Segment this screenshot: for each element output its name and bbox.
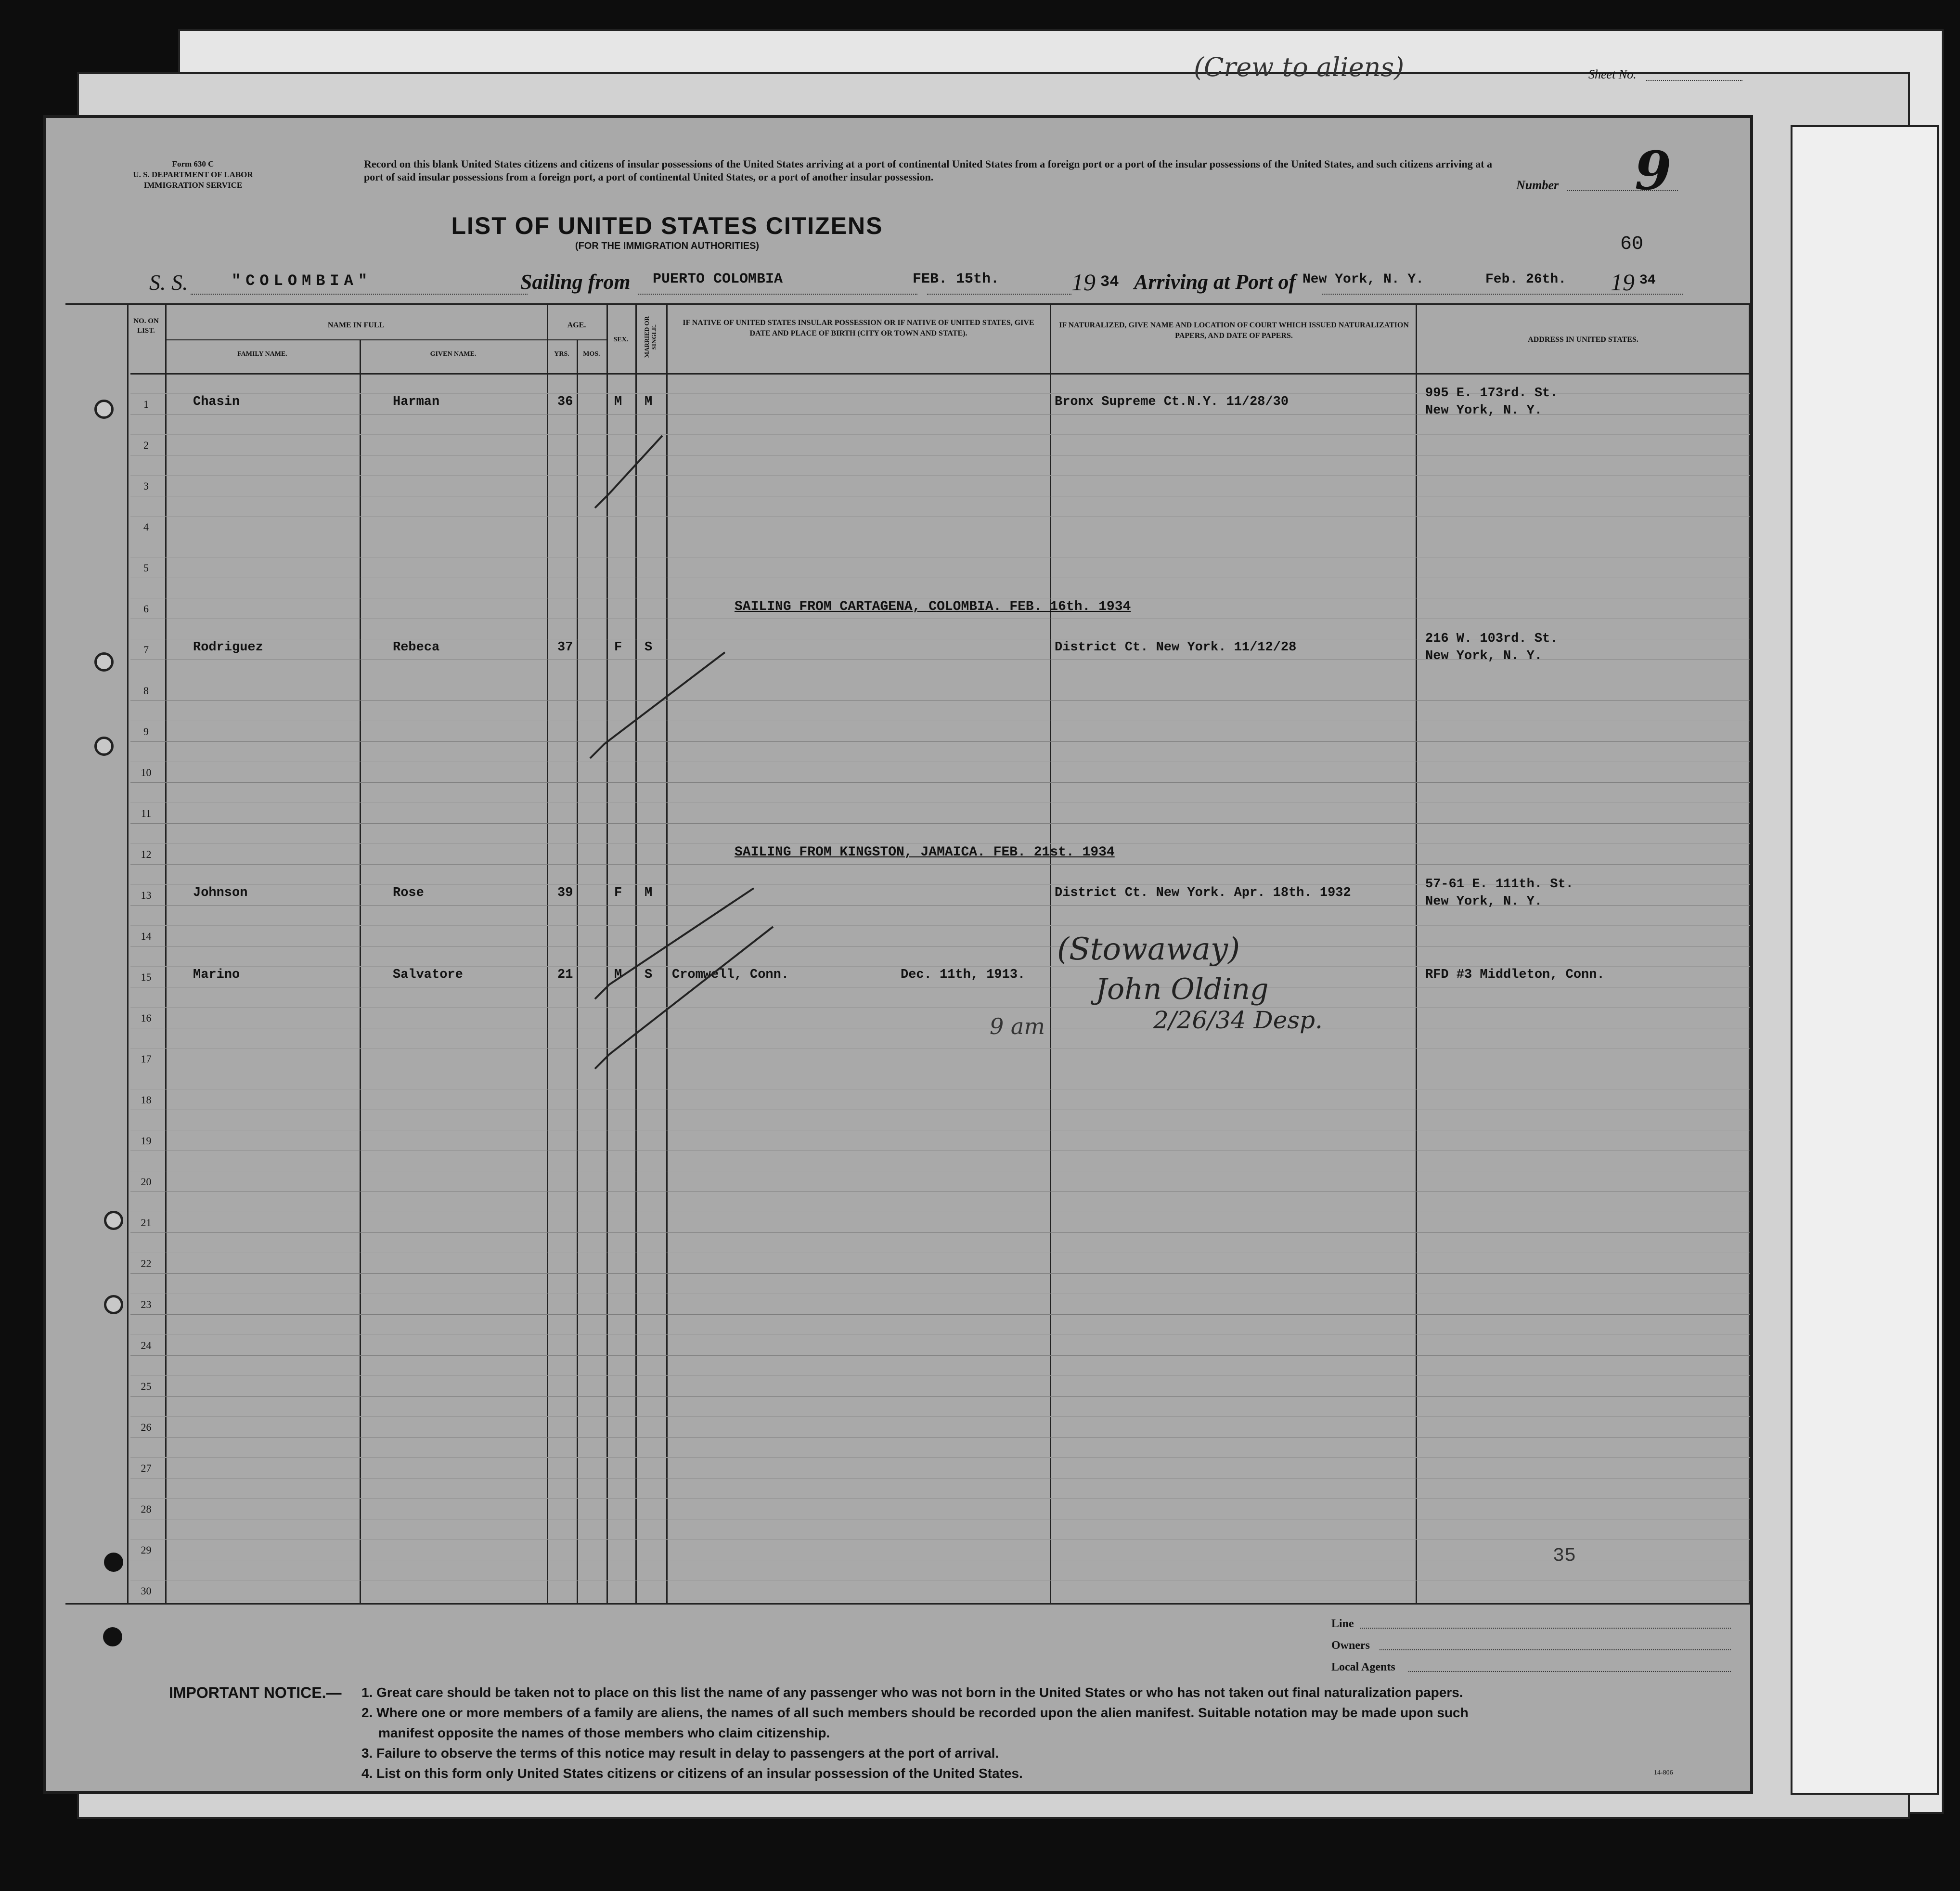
given-name: Rose [393,886,424,900]
naturalization: Bronx Supreme Ct.N.Y. 11/28/30 [1055,395,1289,409]
row-number: 10 [141,766,152,778]
agents-label: Local Agents [1331,1661,1395,1673]
department: U. S. DEPARTMENT OF LABOR [133,170,253,179]
notice-item-2b: manifest opposite the names of those members who claim citizenship. [378,1725,830,1740]
sex: F [614,640,622,655]
page-number: 60 [1620,233,1644,255]
row-number: 9 [143,725,149,738]
notice-item-2a: 2. Where one or more members of a family are aliens, the names of all such members should be recorded upon the alien manifest. Suitable notation may be made upon such [361,1705,1469,1720]
header-no: NO. ON LIST. [133,317,159,335]
address-line-2: New York, N. Y. [1425,894,1543,909]
row-line [130,1396,1750,1397]
row-line [130,700,1750,701]
binder-hole-icon [104,1211,123,1230]
header-family-name: FAMILY NAME. [237,350,287,358]
family-name: Marino [193,968,240,982]
row-number: 25 [141,1380,152,1392]
binder-hole-icon [94,652,114,672]
row-number: 23 [141,1298,152,1310]
age-years: 36 [557,395,573,409]
sailing-label: Sailing from [520,270,631,294]
birth-date: Dec. 11th, 1913. [901,968,1026,982]
given-name: Rebeca [393,640,440,655]
arriving-label: Arriving at Port of [1134,270,1296,294]
ss-label: S. S. [149,270,188,295]
row-number: 8 [143,685,149,697]
header-mos: MOS. [583,350,600,358]
row-number: 4 [143,521,149,533]
row-number: 17 [141,1053,152,1065]
page-subtitle: (FOR THE IMMIGRATION AUTHORITIES) [575,241,760,251]
header-naturalized: IF NATURALIZED, GIVE NAME AND LOCATION OF COURT WHICH ISSUED NATURALIZATION PAPERS, AND DATE OF PAPERS. [1059,321,1409,340]
family-name: Rodriguez [193,640,263,655]
binder-hole-icon [103,1627,122,1646]
sheet-no-label: Sheet No. [1588,67,1637,81]
number-label: Number [1516,178,1559,192]
row-line [130,864,1750,865]
address-line-2: New York, N. Y. [1425,649,1543,663]
row-number: 22 [141,1257,152,1269]
name-group-rule [165,339,606,340]
arrive-year: 34 [1639,273,1656,288]
row-line [130,782,1750,783]
port-from: PUERTO COLOMBIA [653,271,783,287]
check-mark-icon [595,436,662,508]
row-number: 5 [143,562,149,574]
col-rule-address [1749,303,1750,1603]
row-number: 21 [141,1217,152,1229]
given-name: Harman [393,395,440,409]
row-number: 30 [141,1585,152,1597]
family-name: Johnson [193,886,248,900]
row-line [130,1232,1750,1233]
sheet-no-line [1646,80,1742,81]
depart-date-line [927,294,1071,295]
table-top-rule [65,303,1750,305]
row-guide-line [130,1539,1750,1540]
row-number: 2 [143,439,149,451]
row-guide-line [130,843,1750,844]
row-guide-line [130,1048,1750,1049]
col-rule-family [360,339,361,1603]
row-guide-line [130,1375,1750,1376]
row-number: 19 [141,1135,152,1147]
stowaway-note: (Stowaway) [1057,932,1240,967]
row-number: 16 [141,1012,152,1024]
row-line [130,741,1750,742]
row-number: 24 [141,1339,152,1351]
date-note: 2/26/34 Desp. [1153,1006,1323,1034]
line-field [1360,1628,1731,1629]
check-marks [566,359,855,1321]
address-line-1: 57-61 E. 111th. St. [1425,877,1573,892]
row-number: 6 [143,603,149,615]
inspector-signature: John Olding [1096,972,1269,1006]
manifest-form [46,118,1750,1791]
sex: M [614,968,622,982]
row-number: 1 [143,398,149,410]
binder-hole-icon [94,400,114,419]
row-guide-line [130,434,1750,435]
header-native: IF NATIVE OF UNITED STATES INSULAR POSSESSION OR IF NATIVE OF UNITED STATES, GIVE DATE AND PLACE OF BIRTH (CITY OR TOWN AND STATE). [683,319,1034,337]
row-number: 26 [141,1421,152,1433]
arrive-year-prefix: 19 [1611,269,1635,296]
row-guide-line [130,1457,1750,1458]
header-married: MARRIED OR SINGLE. [643,316,658,358]
given-name: Salvatore [393,968,463,982]
row-number: 27 [141,1462,152,1474]
under-sheet-right [1791,125,1939,1795]
owners-field [1380,1649,1731,1650]
row-line [130,1273,1750,1274]
row-guide-line [130,925,1750,926]
footer-count: 35 [1553,1545,1576,1567]
check-mark-icon [595,888,754,999]
owners-label: Owners [1331,1639,1370,1652]
header-sex: SEX. [613,336,629,343]
sex: F [614,886,622,900]
sailing-note: SAILING FROM CARTAGENA, COLOMBIA. FEB. 16th. 1934 [735,599,1131,614]
port-from-line [638,294,917,295]
header-age: AGE. [567,321,586,329]
row-number: 15 [141,971,152,983]
table-bottom-rule [65,1603,1750,1605]
sailing-note: SAILING FROM KINGSTON, JAMAICA. FEB. 21st. 1934 [735,845,1115,860]
line-label: Line [1331,1618,1354,1630]
arrive-date: Feb. 26th. [1485,272,1567,287]
check-mark-icon [590,652,725,758]
marital-status: M [645,395,653,409]
row-guide-line [130,1007,1750,1008]
agents-field [1408,1671,1731,1672]
sex: M [614,395,622,409]
row-number: 11 [141,807,152,819]
time-note: 9 am [990,1013,1045,1039]
header-name-in-full: NAME IN FULL [327,321,385,329]
header-given-name: GIVEN NAME. [430,350,477,358]
age-years: 39 [557,886,573,900]
binder-hole-icon [94,737,114,756]
binder-hole-icon [104,1553,123,1572]
row-guide-line [130,516,1750,517]
header-yrs: YRS. [554,350,569,358]
port-to: New York, N. Y. [1302,272,1424,287]
row-number: 20 [141,1176,152,1188]
marital-status: M [645,886,653,900]
family-name: Chasin [193,395,240,409]
binder-hole-icon [104,1295,123,1314]
row-number: 14 [141,930,152,942]
depart-year: 34 [1100,273,1119,291]
depart-year-prefix: 19 [1071,269,1096,296]
row-guide-line [130,1334,1750,1335]
form-id-block [118,159,268,191]
instructions: Record on this blank United States citizens and citizens of insular possessions of the United States arriving at a port of continental United States from a foreign port or a port of the insular possessions of the United States, and such citizens arriving at a port of said insular possessions from a foreign port, a port of continental United States, or a port of another insular possession. [364,158,1493,183]
ship-line [191,294,528,295]
row-guide-line [130,966,1750,967]
row-number: 28 [141,1503,152,1515]
marital-status: S [645,640,653,655]
ship-name: "COLOMBIA" [232,272,373,290]
col-rule-naturalized [1416,303,1417,1603]
naturalization: District Ct. New York. Apr. 18th. 1932 [1055,886,1351,900]
address-line-1: RFD #3 Middleton, Conn. [1425,968,1605,982]
marital-status: S [645,968,653,982]
notice-item-1: 1. Great care should be taken not to place on this list the name of any passenger who was not born in the United States or who has not taken out final naturalization papers. [361,1685,1463,1700]
notice-heading: IMPORTANT NOTICE.— [169,1684,342,1701]
birth-place: Cromwell, Conn. [672,968,789,982]
col-rule-native [1050,303,1051,1603]
check-mark-icon [595,927,773,1069]
row-line [130,1437,1750,1438]
col-rule-no [165,303,167,1603]
header-address: ADDRESS IN UNITED STATES. [1528,336,1638,344]
age-years: 21 [557,968,573,982]
page-title: LIST OF UNITED STATES CITIZENS [451,212,883,239]
row-number: 7 [143,644,149,656]
row-number: 18 [141,1094,152,1106]
address-line-2: New York, N. Y. [1425,403,1543,418]
row-line [130,1355,1750,1356]
service: IMMIGRATION SERVICE [143,181,243,190]
row-number: 12 [141,848,152,860]
age-years: 37 [557,640,573,655]
notice-item-3: 3. Failure to observe the terms of this notice may result in delay to passengers at the port of arrival. [361,1746,999,1761]
row-guide-line [130,1416,1750,1417]
crew-note: (Crew to aliens) [1194,52,1405,82]
form-id: Form 630 C [172,159,214,168]
row-line [130,1314,1750,1315]
address-line-1: 995 E. 173rd. St. [1425,386,1558,401]
row-number: 3 [143,480,149,492]
row-line [130,823,1750,824]
row-number: 29 [141,1544,152,1556]
number-value: 9 [1635,140,1672,202]
row-guide-line [130,1498,1750,1499]
row-number: 13 [141,889,152,901]
notice-item-4: 4. List on this form only United States citizens or citizens of an insular possession of the United States. [361,1766,1023,1781]
col-rule-given [547,303,548,1603]
col-rule-left [127,303,129,1603]
depart-date: FEB. 15th. [913,271,1000,287]
row-guide-line [130,475,1750,476]
header-bottom-rule [130,373,1750,375]
printer-code: 14-806 [1654,1769,1673,1776]
address-line-1: 216 W. 103rd. St. [1425,632,1558,646]
naturalization: District Ct. New York. 11/12/28 [1055,640,1297,655]
